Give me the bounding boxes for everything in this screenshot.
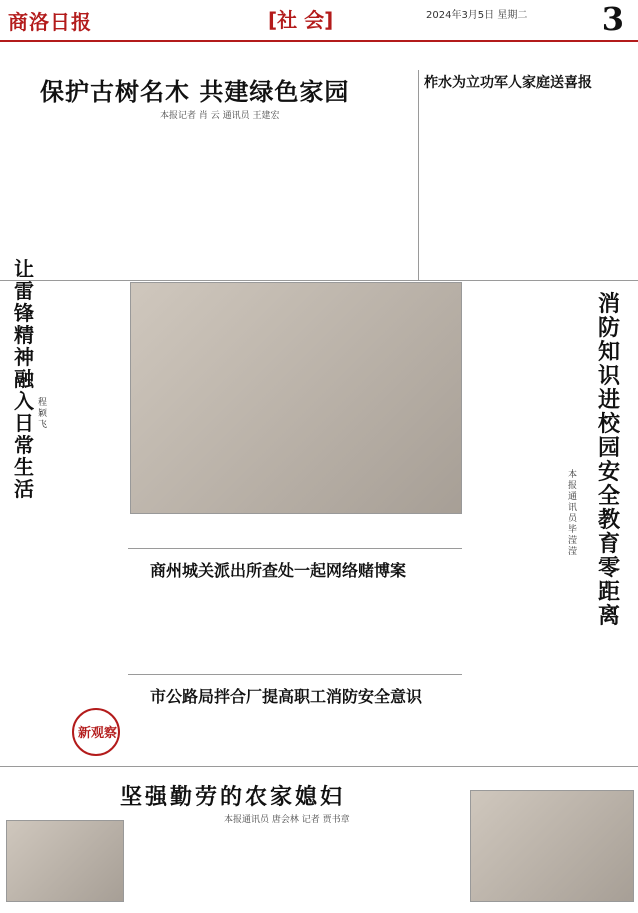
section-divider [0, 280, 638, 281]
right-vertical-author: 本报通讯员 毕滢滢 [568, 470, 578, 557]
column-divider [418, 70, 419, 280]
mid-headline-1: 商州城关派出所查处一起网络赌博案 [150, 561, 407, 580]
section-divider [0, 766, 638, 767]
main-byline: 本报记者 肖 云 通讯员 王建宏 [160, 111, 280, 121]
new-observation-badge [72, 708, 120, 756]
section-divider [128, 548, 462, 549]
main-headline: 保护古树名木 共建绿色家园 [40, 77, 350, 106]
bottom-right-photo [470, 790, 634, 902]
bottom-headline: 坚强勤劳的农家媳妇 [120, 784, 346, 810]
left-vertical-author: 程颖飞 [38, 398, 48, 430]
left-vertical-headline: 让雷锋精神融入日常生活 [14, 257, 34, 501]
newspaper-logo: 商洛日报 [8, 10, 92, 34]
mid-headline-2: 市公路局拌合厂提高职工消防安全意识 [150, 687, 423, 706]
bottom-left-photo [6, 820, 124, 902]
section-divider [128, 674, 462, 675]
bottom-byline: 本报通讯员 唐会林 记者 贾书章 [224, 815, 350, 825]
page-number: 3 [601, 0, 624, 38]
masthead [0, 0, 638, 42]
section-tag: [社 会] [268, 8, 334, 32]
main-photo [130, 282, 462, 514]
right-vertical-headline: 消防知识进校园 安全教育零距离 [598, 291, 621, 629]
badge-label: 新观察 [78, 726, 118, 741]
right-headline: 柞水为立功军人家庭送喜报 [424, 75, 592, 91]
issue-date: 2024年3月5日 星期二 [426, 10, 528, 21]
